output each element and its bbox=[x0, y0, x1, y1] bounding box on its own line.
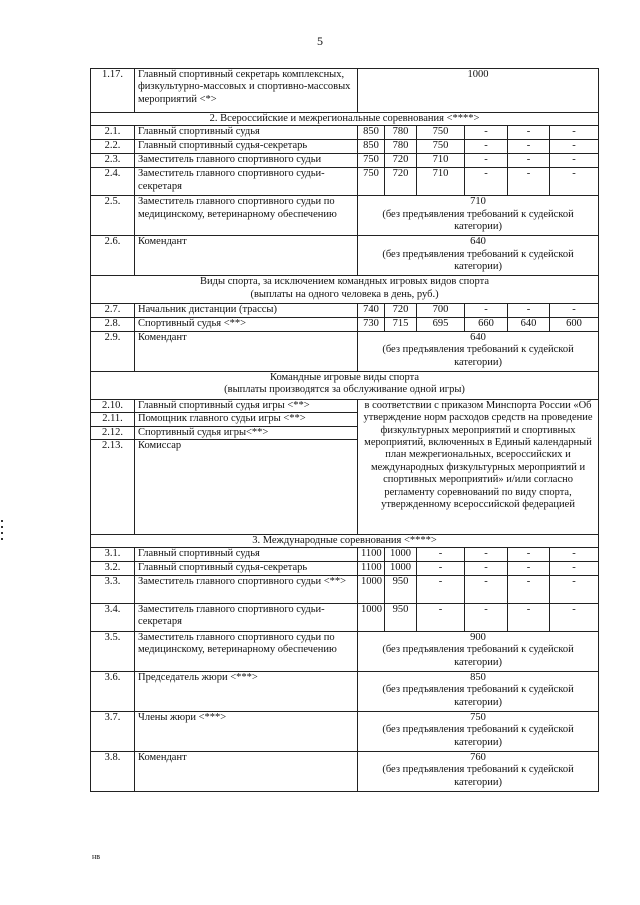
position-name: Заместитель главного спортивного судьи-секретаря bbox=[135, 168, 358, 196]
page-number: 5 bbox=[317, 34, 323, 48]
value-cell: 600 bbox=[550, 317, 599, 331]
position-name: Заместитель главного спортивного судьи bbox=[135, 154, 358, 168]
position-name: Помощник главного судьи игры <**> bbox=[135, 413, 358, 426]
merged-note: (без предъявления требований к судейской категории) bbox=[382, 644, 574, 668]
value-cell: 720 bbox=[385, 168, 417, 196]
value-cell: - bbox=[550, 126, 599, 140]
table-row bbox=[91, 575, 599, 603]
row-number: 2.4. bbox=[91, 168, 135, 196]
section-title: 2. Всероссийские и межрегиональные соревнования <****> bbox=[91, 113, 599, 126]
table-row bbox=[91, 751, 599, 791]
value-cell: - bbox=[550, 603, 599, 631]
table-row bbox=[91, 140, 599, 154]
row-number: 2.2. bbox=[91, 140, 135, 154]
footer-initials: нв bbox=[92, 852, 101, 861]
value-cell: 750 bbox=[358, 154, 385, 168]
value-cell: - bbox=[508, 154, 550, 168]
row-number: 2.6. bbox=[91, 236, 135, 276]
value-cell: 780 bbox=[385, 126, 417, 140]
merged-amount: 850 bbox=[470, 671, 486, 683]
merged-note: (без предъявления требований к судейской категории) bbox=[382, 764, 574, 788]
position-name: Заместитель главного спортивного судьи <**> bbox=[135, 575, 358, 603]
value-cell: 850 bbox=[358, 126, 385, 140]
value-cell: - bbox=[465, 548, 508, 561]
row-number: 2.8. bbox=[91, 317, 135, 331]
value-cell: - bbox=[508, 548, 550, 561]
value-cell: 640 bbox=[508, 317, 550, 331]
value-cell: - bbox=[550, 575, 599, 603]
value-cell: - bbox=[465, 561, 508, 575]
value-cell: 740 bbox=[358, 304, 385, 317]
table-row bbox=[91, 236, 599, 276]
value-cell: 950 bbox=[385, 575, 417, 603]
value-cell: 1000 bbox=[358, 603, 385, 631]
value-cell: - bbox=[550, 548, 599, 561]
row-number: 1.17. bbox=[91, 69, 135, 113]
table-row bbox=[91, 631, 599, 671]
table-row bbox=[91, 304, 599, 317]
position-name: Главный спортивный судья-секретарь bbox=[135, 140, 358, 154]
row-number: 2.13. bbox=[91, 440, 135, 535]
value-cell: 850 bbox=[358, 140, 385, 154]
position-name: Комендант bbox=[135, 236, 358, 276]
value-cell: 720 bbox=[385, 304, 417, 317]
section-title: 3. Международные соревнования <****> bbox=[91, 535, 599, 548]
position-name: Спортивный судья <**> bbox=[135, 317, 358, 331]
row-number: 2.12. bbox=[91, 426, 135, 439]
section-subheading: (выплаты на одного человека в день, руб.) bbox=[250, 288, 439, 300]
value-cell: 715 bbox=[385, 317, 417, 331]
value-cell: - bbox=[508, 168, 550, 196]
value-cell: 710 bbox=[417, 154, 465, 168]
value-cell: 1100 bbox=[358, 548, 385, 561]
value-cell: 950 bbox=[385, 603, 417, 631]
row-number: 2.1. bbox=[91, 126, 135, 140]
section-title bbox=[91, 276, 599, 304]
value-cell: - bbox=[417, 603, 465, 631]
position-name: Заместитель главного спортивного судьи по медицинскому, ветеринарному обеспечению bbox=[135, 631, 358, 671]
merged-value bbox=[358, 196, 599, 236]
merged-value bbox=[358, 711, 599, 751]
value-cell: 700 bbox=[417, 304, 465, 317]
row-number: 2.5. bbox=[91, 196, 135, 236]
merged-value: 1000 bbox=[358, 69, 599, 113]
position-name: Главный спортивный судья bbox=[135, 126, 358, 140]
table-row bbox=[91, 317, 599, 331]
value-cell: - bbox=[465, 154, 508, 168]
row-number: 3.2. bbox=[91, 561, 135, 575]
section-title bbox=[91, 371, 599, 399]
value-cell: - bbox=[550, 561, 599, 575]
position-name: Заместитель главного спортивного судьи по медицинскому, ветеринарному обеспечению bbox=[135, 196, 358, 236]
position-name: Комендант bbox=[135, 331, 358, 371]
value-cell: 1000 bbox=[358, 575, 385, 603]
table-row bbox=[91, 154, 599, 168]
merged-note: (без предъявления требований к судейской категории) bbox=[382, 248, 574, 273]
position-name: Начальник дистанции (трассы) bbox=[135, 304, 358, 317]
table-row bbox=[91, 711, 599, 751]
row-number: 3.8. bbox=[91, 751, 135, 791]
row-number: 2.7. bbox=[91, 304, 135, 317]
merged-note: (без предъявления требований к судейской категории) bbox=[382, 724, 574, 748]
position-name: Заместитель главного спортивного судьи-секретаря bbox=[135, 603, 358, 631]
position-name: Спортивный судья игры<**> bbox=[135, 426, 358, 439]
judges-payment-table bbox=[90, 68, 599, 792]
value-cell: - bbox=[417, 575, 465, 603]
value-cell: - bbox=[465, 304, 508, 317]
merged-note: (без предъявления требований к судейской категории) bbox=[382, 208, 574, 233]
row-number: 2.11. bbox=[91, 413, 135, 426]
table-row bbox=[91, 196, 599, 236]
table-row bbox=[91, 561, 599, 575]
value-cell: - bbox=[465, 126, 508, 140]
value-cell: 1100 bbox=[358, 561, 385, 575]
value-cell: 1000 bbox=[385, 561, 417, 575]
position-name: Главный спортивный судья bbox=[135, 548, 358, 561]
value-cell: - bbox=[550, 154, 599, 168]
value-cell: - bbox=[465, 168, 508, 196]
value-cell: - bbox=[508, 126, 550, 140]
merged-note: (без предъявления требований к судейской категории) bbox=[382, 684, 574, 708]
merged-value bbox=[358, 751, 599, 791]
merged-note: (без предъявления требований к судейской категории) bbox=[382, 344, 574, 368]
table-row bbox=[91, 126, 599, 140]
value-cell: 720 bbox=[385, 154, 417, 168]
row-number: 2.3. bbox=[91, 154, 135, 168]
value-cell: - bbox=[417, 548, 465, 561]
row-number: 3.5. bbox=[91, 631, 135, 671]
value-cell: 660 bbox=[465, 317, 508, 331]
position-name: Комендант bbox=[135, 751, 358, 791]
value-cell: 750 bbox=[358, 168, 385, 196]
merged-value bbox=[358, 236, 599, 276]
value-cell: - bbox=[508, 603, 550, 631]
merged-amount: 640 bbox=[470, 236, 486, 248]
value-cell: - bbox=[508, 575, 550, 603]
position-name: Комиссар bbox=[135, 440, 358, 535]
table-row bbox=[91, 603, 599, 631]
value-cell: 730 bbox=[358, 317, 385, 331]
position-name: Члены жюри <***> bbox=[135, 711, 358, 751]
position-name: Председатель жюри <***> bbox=[135, 671, 358, 711]
section-subheading: (выплаты производятся за обслуживание одной игры) bbox=[224, 384, 465, 396]
table-row bbox=[91, 69, 599, 113]
section-heading: Командные игровые виды спорта bbox=[270, 371, 420, 383]
row-number: 3.1. bbox=[91, 548, 135, 561]
team-sports-reference: в соответствии с приказом Минспорта России «Об утверждение норм расходов средств на проведение физкультурных мероприятий и спортивных мероприятий, включенных в Единый календарный план межрегиональных, всероссийских и международных физкультурных мероприятий и спортивных мероприятий» и/или согласно регламенту соревнований по виду спорта, утвержденному всероссийской федерацией bbox=[358, 399, 599, 534]
value-cell: 710 bbox=[417, 168, 465, 196]
table-row bbox=[91, 671, 599, 711]
merged-amount: 750 bbox=[470, 711, 486, 723]
merged-value bbox=[358, 671, 599, 711]
value-cell: - bbox=[465, 603, 508, 631]
section-row bbox=[91, 371, 599, 399]
merged-amount: 710 bbox=[470, 196, 486, 208]
value-cell: - bbox=[508, 304, 550, 317]
row-number: 3.4. bbox=[91, 603, 135, 631]
value-cell: - bbox=[550, 304, 599, 317]
scan-edge-marks bbox=[1, 520, 4, 544]
merged-value bbox=[358, 331, 599, 371]
row-number: 2.10. bbox=[91, 399, 135, 412]
table-row bbox=[91, 399, 599, 412]
value-cell: - bbox=[508, 140, 550, 154]
value-cell: 695 bbox=[417, 317, 465, 331]
value-cell: - bbox=[465, 140, 508, 154]
value-cell: - bbox=[550, 140, 599, 154]
table-row bbox=[91, 331, 599, 371]
table-row bbox=[91, 548, 599, 561]
position-name: Главный спортивный судья-секретарь bbox=[135, 561, 358, 575]
value-cell: - bbox=[465, 575, 508, 603]
row-number: 3.6. bbox=[91, 671, 135, 711]
section-heading: Виды спорта, за исключением командных игровых видов спорта bbox=[200, 276, 490, 288]
table-row bbox=[91, 168, 599, 196]
value-cell: - bbox=[550, 168, 599, 196]
merged-amount: 900 bbox=[470, 631, 486, 643]
merged-value bbox=[358, 631, 599, 671]
value-cell: - bbox=[417, 561, 465, 575]
row-number: 2.9. bbox=[91, 331, 135, 371]
section-row bbox=[91, 276, 599, 304]
value-cell: - bbox=[508, 561, 550, 575]
merged-amount: 640 bbox=[470, 331, 486, 343]
position-name: Главный спортивный судья игры <**> bbox=[135, 399, 358, 412]
section-row bbox=[91, 113, 599, 126]
row-number: 3.3. bbox=[91, 575, 135, 603]
section-row bbox=[91, 535, 599, 548]
value-cell: 1000 bbox=[385, 548, 417, 561]
value-cell: 780 bbox=[385, 140, 417, 154]
position-name: Главный спортивный секретарь комплексных, физкультурно-массовых и спортивно-массовых мероприятий <*> bbox=[135, 69, 358, 113]
row-number: 3.7. bbox=[91, 711, 135, 751]
value-cell: 750 bbox=[417, 126, 465, 140]
value-cell: 750 bbox=[417, 140, 465, 154]
merged-amount: 760 bbox=[470, 751, 486, 763]
